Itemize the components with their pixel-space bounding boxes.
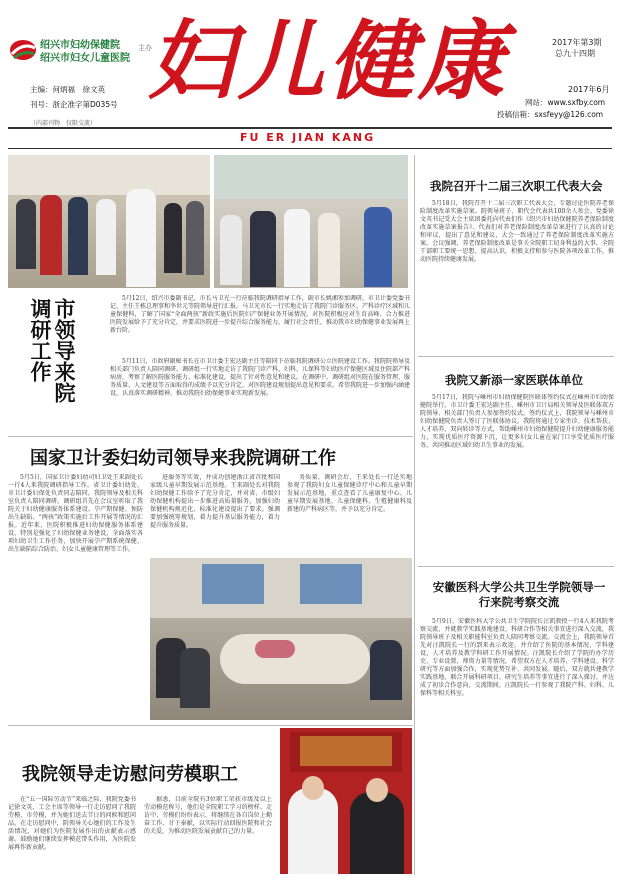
article3-headline: 我院领导走访慰问劳模职工: [22, 764, 238, 785]
divider: [418, 356, 614, 357]
divider: [8, 725, 413, 726]
column-divider: [414, 155, 415, 875]
article2-meeting-photo: [150, 558, 412, 720]
hospital-logo: [8, 36, 38, 62]
chief-editors: 主编：何炳福 徐文英: [30, 85, 105, 94]
article6-body: 5月9日，安徽医科大学公共卫生学院院长汪凯教授一行4人来我院考察交流，并就教学实践基地建设、科研合作等相关事宜进行深入交流，我院领导班子及相关职能科室负责人陪同考察交流。交流会上，我院领导首先对汪凯院长一行的到来表示欢迎，并介绍了医院的基本情况、学科建设、人才培养及教学科研工作开展情况。汪凯院长介绍了学院的办学历史、专业设置、师资力量等情况，希望双方在人才培养、学科建设、科学研究等方面加强合作，实现优势互补、共同发展。随后，双方就共建教学实践基地、联合开展科研项目、研究生培养等事宜进行了深入探讨，并达成了初步合作意向，交流期间，汪凯院长一行参观了我院产科、妇科、儿保科等相关科室。: [420, 618, 614, 697]
masthead-title: 妇儿健康: [148, 11, 508, 112]
article5-headline: 我院又新添一家医联体单位: [445, 373, 583, 387]
masthead-rule-lower: [8, 148, 612, 149]
website: 网站：www.sxfby.com: [525, 98, 606, 107]
masthead-rule: [8, 127, 612, 129]
masthead: [0, 0, 620, 150]
article3-col2: 据悉，目前全院有3位职工荣获市级及以上劳动模范称号，他们是全院职工学习的榜样。走访中，劳模们纷纷表示，将继续在各自岗位上勤奋工作、甘于奉献，以实际行动回报医院和社会的关爱，为推动医院发展贡献自己的力量。: [144, 796, 272, 835]
article5-body: 5月17日，我院与嵊州市妇幼保健院医联体签约仪式在嵊州市妇幼保健院举行。市卫计委王宏达副主任、嵊州市卫计局相关领导及医联体双方院领导、相关部门负责人参加签约仪式。签约仪式上，我院领导与嵊州市妇幼保健院负责人签订了医联体协议。我院将通过专家坐诊、技术帮扶、人才培养、双向转诊等方式，帮助嵊州市妇幼保健院提升妇幼健康服务能力，实现优质医疗资源下沉，让更多妇女儿童在家门口享受优质医疗服务，共同推动区域妇幼卫生事业的发展。: [420, 394, 614, 449]
org-name-line2: 绍兴市妇女儿童医院: [40, 53, 130, 64]
article4-headline: 我院召开十二届三次职工代表大会: [430, 179, 603, 193]
divider: [418, 566, 614, 567]
article3-col1: 在“五一国际劳动节”来临之际，我院党委书记徐文英、工会主席等领导一行走访慰问了我院劳模、市劳模，并为她们送去节日的问候和慰问品。在走访慰问中，院领导关心她们的工作及生活情况，对她们为医院发展作出的贡献表示感谢。鼓励她们继续发挥模范带头作用，为医院发展再作新贡献。: [8, 796, 136, 851]
org-suffix: 主办: [138, 44, 152, 52]
masthead-pinyin: FU ER JIAN KANG: [240, 131, 376, 144]
article2-headline: 国家卫计委妇幼司领导来我院调研工作: [30, 448, 336, 469]
article1-photo-1: [8, 155, 210, 288]
org-name-line1: 绍兴市妇幼保健院: [40, 40, 120, 51]
issue-number: 2017年第3期: [552, 38, 602, 47]
publish-date: 2017年6月: [568, 85, 610, 94]
permit-number: 刊号：浙企准字第D035号: [30, 100, 118, 109]
article1-para1: 5月12日，绍兴市委副书记、市长马卫光一行莅临我院调研指导工作，副市长姚湘参加调研。市卫计委党委书记、主任王栋总理事和李世元等院领导进行汇报。马卫光市长一行实地走访了我院门诊服务区、产科诊疗区域和儿童保健科，了解了国家“全面两孩”新政实施后医院妇产保健业务开展情况，对医院积极应对生育高峰、合力推进医院发展给予了充分肯定，并要求医院进一步提升综合服务能力，履行社会责任，推动我市妇幼保健事业发展再上新台阶。: [110, 295, 410, 334]
submission-email: 投稿信箱：sxsfeyy@126.com: [497, 110, 604, 119]
article2-col3: 务质量，调研会后，王来处长一行还实地参观了我院妇女儿童保健诊疗中心和儿童早期发展示范基地，重点查看了儿童康复中心、儿童早期发展基地、儿童保健科、生殖健康科及新建的产科病区等，并予以充分肯定。: [287, 474, 412, 513]
total-issue: 总九十四期: [555, 49, 595, 58]
article3-photo: [280, 728, 412, 874]
article1-para2: 5月11日，市政府副秘书长在市卫计委王宏达副主任等陪同下莅临我院调研公立医院建设工作。我院院领导及相关部门负责人陪同调研。调研组一行实地走访了我院门诊产科、妇科、儿保科等妇幼医疗保健区域及住院部产科病房，考察了解医院服务能力、标准化建设，提出了针对性意见和建议。在调研中，调研组对医院在服务管理、服务质量、人文建设等方面取得的成绩予以充分肯定，对医院建设规划提出意见和要求，希望我院进一步加强内涵建设，认真落实调研精神，推动我院妇幼保健事业实现新发展。: [110, 358, 410, 397]
internal-note: （内部刊物 仅限交流）: [30, 120, 97, 127]
article1-headline: 市领导来院调研工作: [28, 298, 76, 403]
article1-photo-2: [214, 155, 408, 288]
article6-headline: 安徽医科大学公共卫生学院领导一行来院考察交流: [432, 580, 606, 609]
article2-col2: 进服务等实效，并成功创建浙江省首批和国家级儿童早期发展示范基地。王来副处长对我院妇幼保健工作给予了充分肯定，并对省、市级妇幼保健机构提出一步推进高质量服务，加强妇幼保健机构规范化、标准化建设提出了要求。强调要加强统筹规划，着力提升基层服务能力，着力提升服务质量。: [150, 474, 280, 529]
article2-col1: 5月5日，国家卫计委妇幼司妇卫处王来副处长一行4人来我院调研指导工作。省卫计委妇幼处、市卫计委妇保处负责同志陪同。我院领导及相关科室负责人陪同调研。调研组首先在会议室听取了我院关于妇幼健康服务体系建设、孕产期保健、预防出生缺陷、“两孩”政策实施后工作开展等情况的汇报。近年来，医院积极推进妇幼保健服务体系建设，特别是强化了妇幼保健业务建设，全面落实各项妇幼卫生工作任务，加快开展孕产期系统保健、出生缺陷综合防治、妇女儿童健康管理等工作。: [8, 474, 143, 553]
divider: [8, 436, 413, 437]
article4-body: 5月18日，我院召开十二届三次职工代表大会，专题讨论医院养老保险制度改革实施草案。院领导班子、职代会代表共100余人参会。党委徐文英书记受大会主席团委托向代表们作《绍兴市妇幼保健院养老保险制度改革实施草案报告》。代表们对养老保险制度改革草案进行了认真的讨论和审议，提出了意见和建议，大会一致通过了养老保险制度改革实施方案。会议强调，养老保险制度改革是事关全院职工切身利益的大事，全院干部职工要统一思想、提高认识，积极支持和参与医院各项改革工作，推动医院持续健康发展。: [420, 200, 614, 263]
